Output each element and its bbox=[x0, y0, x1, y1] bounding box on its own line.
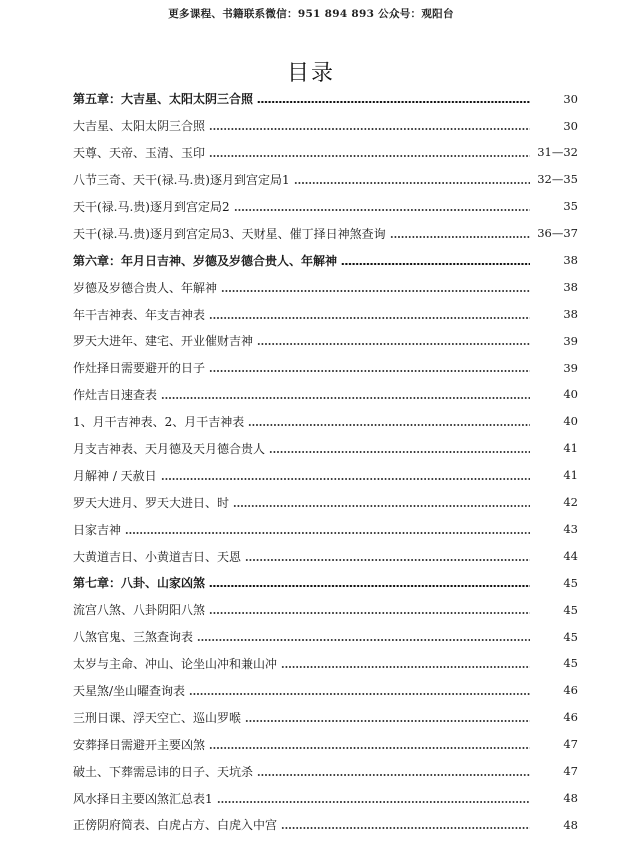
toc-page-number: 38 bbox=[563, 306, 578, 321]
toc-entry-label: 1、月干吉神表、2、月干吉神表 bbox=[73, 415, 245, 430]
toc-dot-leader bbox=[217, 801, 530, 803]
toc-page-number: 45 bbox=[563, 602, 578, 617]
toc-entry[interactable] bbox=[73, 382, 578, 409]
toc-entry-label: 大吉星、太阳太阴三合照 bbox=[73, 119, 206, 134]
toc-dot-leader bbox=[209, 155, 530, 157]
toc-entry[interactable] bbox=[73, 436, 578, 463]
toc-entry-label: 流宫八煞、八卦阴阳八煞 bbox=[73, 603, 206, 618]
toc-entry-label: 天干(禄.马.贵)逐月到宫定局2 bbox=[73, 200, 230, 214]
toc-entry[interactable] bbox=[73, 462, 578, 489]
toc-entry[interactable] bbox=[73, 678, 578, 705]
toc-entry-label: 第五章：大吉星、太阳太阴三合照 bbox=[73, 92, 254, 107]
toc-dot-leader bbox=[125, 532, 530, 534]
toc-entry-label: 月支吉神表、天月德及天月德合贵人 bbox=[73, 442, 266, 457]
toc-page-number: 45 bbox=[563, 629, 578, 644]
toc-page-number: 40 bbox=[563, 387, 578, 402]
toc-entry[interactable] bbox=[73, 812, 578, 839]
toc-entry-label: 八节三奇、天干(禄.马.贵)逐月到宫定局1 bbox=[73, 173, 290, 188]
toc-entry-label: 安葬择日需避开主要凶煞 bbox=[73, 737, 206, 752]
toc-dot-leader bbox=[209, 585, 530, 587]
toc-page-number: 36—37 bbox=[537, 226, 578, 241]
toc-entry[interactable] bbox=[73, 597, 578, 624]
toc-dot-leader bbox=[281, 827, 530, 829]
toc-entry[interactable] bbox=[73, 624, 578, 651]
toc-entry[interactable] bbox=[73, 785, 578, 812]
toc-title: 目录 bbox=[286, 61, 335, 86]
toc-entry-label: 罗天大进年、建宅、开业催财吉神 bbox=[73, 334, 254, 349]
toc-dot-leader bbox=[245, 720, 530, 722]
toc-entry-label: 破土、下葬需忌讳的日子、天坑杀 bbox=[73, 764, 254, 779]
toc-entry-label: 天干(禄.马.贵)逐月到宫定局3、天财星、催丁择日神煞查询 bbox=[73, 226, 386, 241]
toc-entry-label: 大黄道吉日、小黄道吉日、天恩 bbox=[73, 549, 242, 564]
toc-entry[interactable] bbox=[73, 516, 578, 543]
toc-entry-label: 三刑日课、浮天空亡、巡山罗喉 bbox=[73, 710, 242, 725]
toc-entry-label: 八煞官鬼、三煞查询表 bbox=[73, 630, 194, 645]
toc-dot-leader bbox=[257, 343, 530, 345]
toc-page-number: 31—32 bbox=[537, 145, 578, 160]
toc-chapter-entry[interactable] bbox=[73, 570, 578, 597]
toc-dot-leader bbox=[161, 478, 530, 480]
toc-dot-leader bbox=[257, 774, 530, 776]
toc-page-number: 46 bbox=[563, 710, 578, 725]
toc-page-number: 30 bbox=[563, 91, 578, 106]
toc-dot-leader bbox=[161, 397, 530, 399]
toc-dot-leader bbox=[281, 666, 530, 668]
toc-page-number: 48 bbox=[563, 790, 578, 805]
toc-dot-leader bbox=[234, 209, 530, 211]
toc-entry-label: 天尊、天帝、玉清、玉印 bbox=[73, 146, 206, 161]
toc-dot-leader bbox=[233, 505, 530, 507]
toc-dot-leader bbox=[209, 612, 530, 614]
toc-page-number: 41 bbox=[563, 468, 578, 483]
toc-dot-leader bbox=[245, 559, 530, 561]
toc-entry[interactable] bbox=[73, 194, 578, 221]
toc-dot-leader bbox=[197, 639, 530, 641]
toc-entry[interactable] bbox=[73, 140, 578, 167]
toc-entry-label: 第六章：年月日吉神、岁德及岁德合贵人、年解神 bbox=[73, 253, 338, 268]
toc-entry-label: 年干吉神表、年支吉神表 bbox=[73, 307, 206, 322]
toc-entry[interactable] bbox=[73, 328, 578, 355]
toc-entry-label: 正傍阴府简表、白虎占方、白虎入中宫 bbox=[73, 818, 278, 833]
toc-dot-leader bbox=[341, 263, 530, 265]
toc-entry-label: 月解神 / 天赦日 bbox=[73, 468, 157, 483]
toc-dot-leader bbox=[189, 693, 530, 695]
toc-page-number: 47 bbox=[563, 763, 578, 778]
toc-entry[interactable] bbox=[73, 301, 578, 328]
toc-list bbox=[73, 86, 578, 839]
toc-page-number: 44 bbox=[563, 548, 578, 563]
toc-entry[interactable] bbox=[73, 355, 578, 382]
toc-dot-leader bbox=[248, 424, 530, 426]
toc-dot-leader bbox=[257, 101, 530, 103]
toc-entry[interactable] bbox=[73, 220, 578, 247]
toc-page-number: 30 bbox=[563, 118, 578, 133]
toc-chapter-entry[interactable] bbox=[73, 247, 578, 274]
toc-page-number: 38 bbox=[563, 253, 578, 268]
toc-entry[interactable] bbox=[73, 704, 578, 731]
toc-entry[interactable] bbox=[73, 651, 578, 678]
toc-entry[interactable] bbox=[73, 489, 578, 516]
toc-page-number: 39 bbox=[563, 360, 578, 375]
toc-dot-leader bbox=[209, 747, 530, 749]
toc-entry-label: 岁德及岁德合贵人、年解神 bbox=[73, 280, 218, 295]
toc-page-number: 45 bbox=[563, 656, 578, 671]
toc-page-number: 38 bbox=[563, 279, 578, 294]
toc-entry[interactable] bbox=[73, 543, 578, 570]
toc-entry-label: 作灶择日需要避开的日子 bbox=[73, 361, 206, 376]
toc-entry-label: 第七章：八卦、山家凶煞 bbox=[73, 576, 206, 591]
toc-entry[interactable] bbox=[73, 409, 578, 436]
toc-entry[interactable] bbox=[73, 113, 578, 140]
toc-entry[interactable] bbox=[73, 274, 578, 301]
toc-dot-leader bbox=[294, 182, 530, 184]
toc-entry-label: 作灶吉日速查表 bbox=[73, 388, 158, 403]
toc-dot-leader bbox=[209, 317, 530, 319]
toc-page-number: 35 bbox=[563, 199, 578, 214]
toc-page-number: 47 bbox=[563, 737, 578, 752]
toc-entry-label: 天星煞/坐山曜查询表 bbox=[73, 684, 186, 699]
toc-entry-label: 太岁与主命、冲山、论坐山冲和兼山冲 bbox=[73, 657, 278, 672]
toc-dot-leader bbox=[209, 128, 530, 130]
page-header-contact: 更多课程、书籍联系微信：951 894 893 公众号：观阳台 bbox=[168, 8, 454, 20]
toc-entry[interactable] bbox=[73, 731, 578, 758]
toc-dot-leader bbox=[221, 290, 530, 292]
toc-page-number: 42 bbox=[563, 495, 578, 510]
toc-page-number: 40 bbox=[563, 414, 578, 429]
toc-chapter-entry[interactable] bbox=[73, 86, 578, 113]
toc-page-number: 45 bbox=[563, 575, 578, 590]
toc-dot-leader bbox=[269, 451, 530, 453]
toc-dot-leader bbox=[390, 236, 530, 238]
toc-page-number: 39 bbox=[563, 333, 578, 348]
toc-page-number: 32—35 bbox=[537, 172, 578, 187]
toc-entry[interactable] bbox=[73, 758, 578, 785]
toc-dot-leader bbox=[209, 370, 530, 372]
toc-page-number: 41 bbox=[563, 441, 578, 456]
toc-entry-label: 罗天大进月、罗天大进日、时 bbox=[73, 495, 230, 510]
toc-entry[interactable] bbox=[73, 167, 578, 194]
toc-page-number: 48 bbox=[563, 817, 578, 832]
toc-entry-label: 日家吉神 bbox=[73, 522, 122, 537]
toc-entry-label: 风水择日主要凶煞汇总表1 bbox=[73, 791, 213, 806]
toc-page-number: 46 bbox=[563, 683, 578, 698]
toc-page-number: 43 bbox=[563, 521, 578, 536]
